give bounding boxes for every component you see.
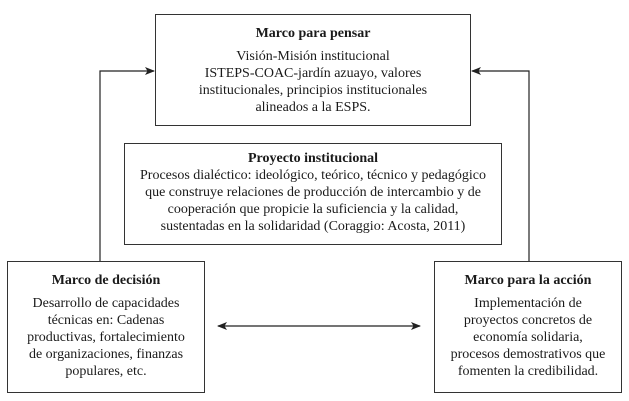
marco-pensar-line: institucionales, principios institucionales xyxy=(198,83,428,98)
marco-accion-line: proyectos concretos de xyxy=(463,313,593,328)
marco-pensar-line: alineados a la ESPS. xyxy=(255,100,371,115)
marco-accion-line: fomenten la credibilidad. xyxy=(457,364,599,379)
marco-decision-title: Marco de decisión xyxy=(51,273,161,288)
marco-decision-line: técnicas en: Cadenas xyxy=(47,313,165,328)
proyecto-title: Proyecto institucional xyxy=(247,151,378,166)
marco-pensar-line: Visión-Misión institucional xyxy=(236,49,390,64)
marco-decision-line: Desarrollo de capacidades xyxy=(32,296,180,311)
marco-pensar-box xyxy=(155,14,471,126)
marco-decision-line: populares, etc. xyxy=(65,364,147,379)
marco-pensar-line: ISTEPS-COAC-jardín azuayo, valores xyxy=(204,66,422,81)
marco-decision-line: de organizaciones, finanzas xyxy=(28,347,184,362)
marco-accion-line: Implementación de xyxy=(474,296,582,311)
proyecto-line: cooperación que propicie la suficiencia y la calidad, xyxy=(167,202,459,217)
marco-pensar-title: Marco para pensar xyxy=(255,26,371,41)
marco-decision-line: productivas, fortalecimiento xyxy=(27,330,185,345)
marco-decision-box xyxy=(7,261,205,393)
proyecto-line: Procesos dialéctico: ideológico, teórico, técnico y pedagógico xyxy=(140,168,486,183)
marco-accion-line: economía solidaria, xyxy=(473,330,583,345)
proyecto-institucional-box xyxy=(124,143,502,245)
marco-accion-title: Marco para la acción xyxy=(464,273,592,288)
marco-accion-box xyxy=(434,261,622,393)
proyecto-line: sustentadas en la solidaridad (Coraggio: Acosta, 2011) xyxy=(160,219,466,234)
proyecto-line: que construye relaciones de producción de intercambio y de xyxy=(145,185,481,200)
marco-accion-line: procesos demostrativos que xyxy=(450,347,606,362)
